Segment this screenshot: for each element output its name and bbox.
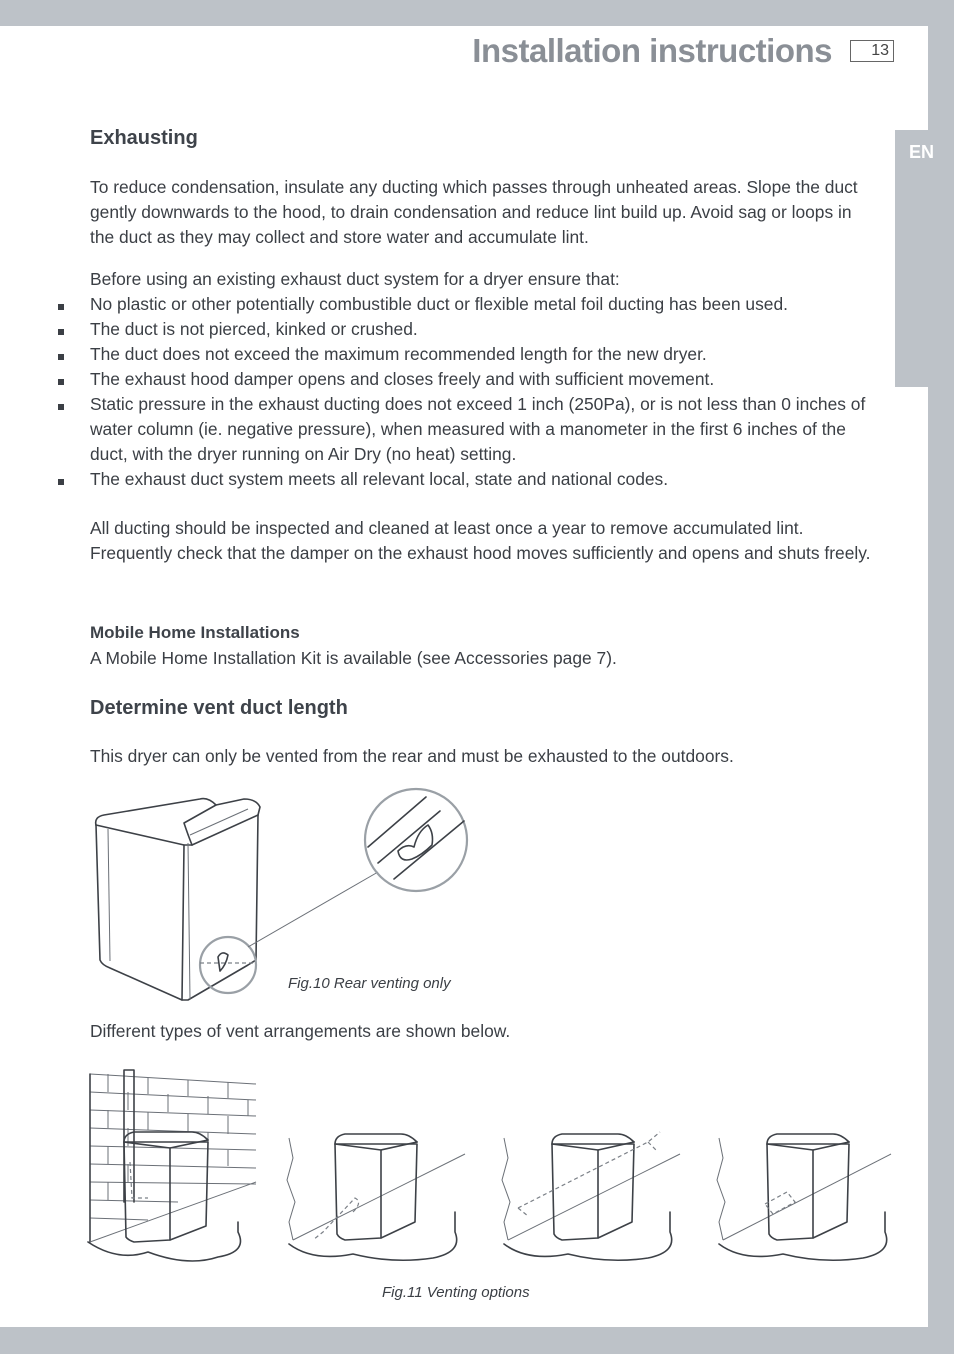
- arrangements-text: Different types of vent arrangements are shown below.: [90, 1021, 511, 1041]
- bullet-square-icon: [58, 304, 64, 310]
- exhausting-heading: Exhausting: [90, 127, 198, 149]
- mobile-home-text: A Mobile Home Installation Kit is available (see Accessories page 7).: [90, 648, 617, 668]
- venting-option-roof: [88, 1070, 256, 1261]
- mobile-home-heading: Mobile Home Installations: [90, 623, 300, 642]
- vent-length-heading: Determine vent duct length: [90, 697, 348, 719]
- bullet-square-icon: [58, 379, 64, 385]
- fig10-caption: Fig.10 Rear venting only: [288, 975, 451, 992]
- venting-option-side: [502, 1132, 680, 1260]
- language-tab: [895, 130, 954, 387]
- exhausting-intro: To reduce condensation, insulate any ducting which passes through unheated areas. Slope the duct gently downwards to the hood, to drain condensation and reduce lint build up. Avoid sag or loops in the duct as they may collect and store water and accumulate lint.: [90, 177, 858, 247]
- vent-length-text: This dryer can only be vented from the rear and must be exhausted to the outdoors.: [90, 746, 734, 766]
- page-number: 13: [850, 40, 894, 62]
- bullet-square-icon: [58, 329, 64, 335]
- maintenance-text: All ducting should be inspected and cleaned at least once a year to remove accumulated lint. Frequently check that the damper on the exhaust hood moves sufficiently and opens and shuts freely.: [90, 518, 871, 563]
- venting-option-under: [287, 1134, 465, 1260]
- checklist-item: No plastic or other potentially combustible duct or flexible metal foil ducting has been used.: [58, 292, 888, 317]
- fig11-venting-options-illustration: [88, 1062, 893, 1267]
- bullet-square-icon: [58, 404, 64, 410]
- checklist-item: The duct is not pierced, kinked or crushed.: [58, 317, 888, 342]
- bullet-square-icon: [58, 479, 64, 485]
- checklist-lead: Before using an existing exhaust duct system for a dryer ensure that:: [90, 269, 620, 289]
- language-tab-label: EN: [909, 142, 935, 162]
- checklist-item: The exhaust duct system meets all relevant local, state and national codes.: [58, 467, 888, 492]
- fig11-caption: Fig.11 Venting options: [382, 1284, 530, 1301]
- checklist-item: The exhaust hood damper opens and closes freely and with sufficient movement.: [58, 367, 888, 392]
- bullet-square-icon: [58, 354, 64, 360]
- venting-option-side-short: [717, 1134, 891, 1260]
- page-title: Installation instructions: [472, 32, 832, 69]
- checklist-item: Static pressure in the exhaust ducting does not exceed 1 inch (250Pa), or is not less than 0 inches of water column (ie. negative pressure), when measured with a manometer in the first 6 inches of the duct, with the dryer running on Air Dry (no heat) setting.: [58, 392, 888, 467]
- checklist-item: The duct does not exceed the maximum recommended length for the new dryer.: [58, 342, 888, 367]
- checklist: [58, 292, 888, 492]
